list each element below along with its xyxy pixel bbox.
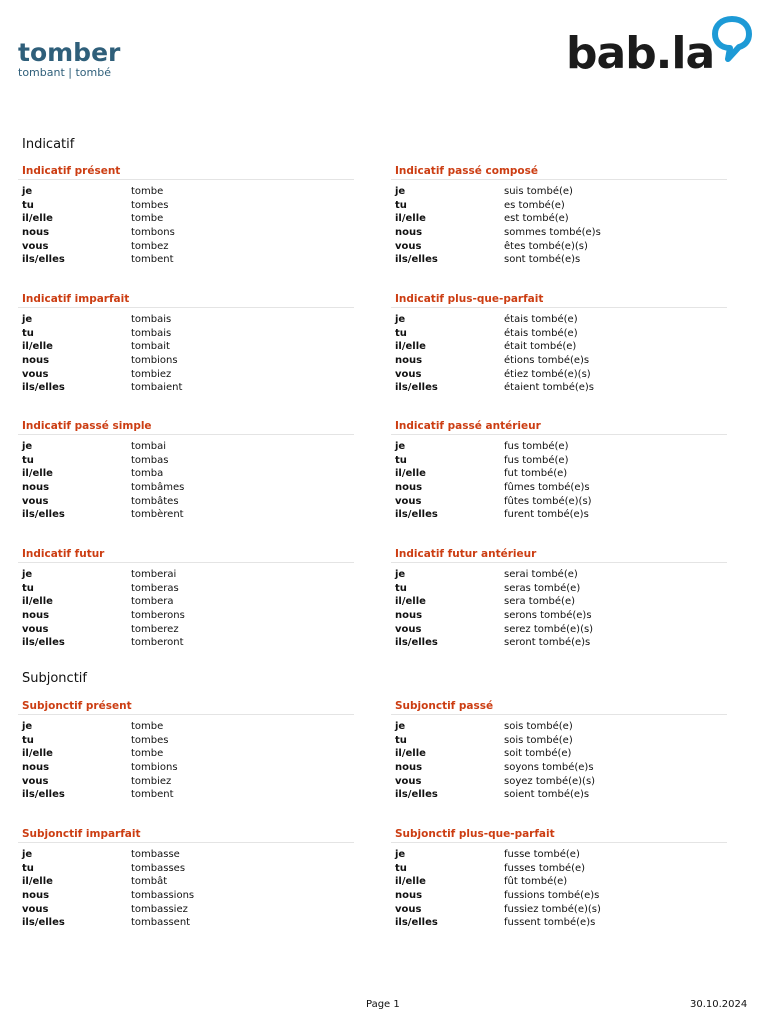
conjugation-row [395, 775, 727, 789]
pronoun: ils/elles [22, 637, 65, 649]
pronoun: nous [395, 610, 423, 622]
conjugation-row [22, 848, 354, 862]
conjugation-list [18, 435, 354, 522]
conjugation-row [395, 340, 727, 354]
pronoun: tu [395, 862, 407, 874]
pronoun: vous [395, 775, 422, 787]
verb-form: serai tombé(e) [504, 569, 578, 580]
pronoun: ils/elles [395, 509, 438, 521]
conjugation-row [22, 623, 354, 637]
pronoun: il/elle [22, 876, 53, 888]
tense-title: Indicatif présent [18, 163, 354, 180]
conjugation-list [18, 715, 354, 802]
conjugation-row [22, 481, 354, 495]
pronoun: je [395, 441, 406, 452]
conjugation-row [395, 734, 727, 748]
verb-form: tombera [131, 596, 174, 608]
verb-form: tomberont [131, 637, 184, 649]
verb-form: sont tombé(e)s [504, 254, 581, 266]
verb-form: tomberez [131, 623, 179, 635]
pronoun: ils/elles [22, 509, 65, 521]
verb-form: sera tombé(e) [504, 596, 576, 608]
conjugation-row [395, 467, 727, 481]
pronoun: il/elle [22, 596, 53, 608]
pronoun: je [22, 186, 33, 197]
verb-form: fusse tombé(e) [504, 849, 580, 860]
conjugation-row [395, 862, 727, 876]
conjugation-row [22, 875, 354, 889]
page-number: Page 1 [366, 999, 400, 1010]
verb-form: êtes tombé(e)(s) [504, 240, 588, 252]
pronoun: nous [22, 610, 50, 622]
verb-form: tombâtes [131, 495, 179, 507]
pronoun: je [22, 721, 33, 732]
verb-title: tomber [18, 38, 121, 67]
conjugation-row [22, 747, 354, 761]
verb-form: tombassent [131, 917, 191, 929]
verb-form: tombai [131, 441, 167, 452]
tense-title: Indicatif plus-que-parfait [391, 291, 727, 308]
conjugation-row [395, 454, 727, 468]
pronoun: je [395, 569, 406, 580]
conjugation-list [18, 843, 354, 930]
pronoun: nous [22, 227, 50, 239]
speech-bubble-icon [712, 16, 752, 62]
verb-form: étais tombé(e) [504, 327, 578, 339]
verb-form: tombent [131, 789, 174, 801]
conjugation-row [395, 368, 727, 382]
pronoun: tu [395, 199, 407, 211]
verb-form: soyons tombé(e)s [504, 762, 594, 774]
verb-form: tombiez [131, 368, 172, 380]
pronoun: nous [395, 762, 423, 774]
tense-title: Indicatif imparfait [18, 291, 354, 308]
pronoun: tu [395, 582, 407, 594]
conjugation-row [22, 212, 354, 226]
pronoun: vous [22, 368, 49, 380]
pronoun: tu [395, 327, 407, 339]
conjugation-row [22, 568, 354, 582]
conjugation-row [395, 381, 727, 395]
mood-title: Indicatif [22, 137, 75, 152]
verb-form: serons tombé(e)s [504, 610, 592, 622]
tense-block [391, 546, 727, 650]
tense-title: Indicatif futur [18, 546, 354, 563]
pronoun: je [395, 849, 406, 860]
tense-block [391, 698, 727, 802]
mood-title: Subjonctif [22, 671, 87, 686]
verb-form: tombez [131, 240, 169, 252]
conjugation-row [22, 340, 354, 354]
verb-form: tombes [131, 199, 169, 211]
conjugation-row [395, 313, 727, 327]
conjugation-row [395, 327, 727, 341]
verb-form: furent tombé(e)s [504, 509, 589, 521]
verb-form: tombe [131, 748, 164, 760]
conjugation-row [395, 916, 727, 930]
verb-form: soit tombé(e) [504, 748, 572, 760]
verb-form: tombassiez [131, 903, 188, 915]
verb-form: tombes [131, 734, 169, 746]
conjugation-list [391, 843, 727, 930]
tense-block [18, 291, 354, 395]
conjugation-row [395, 440, 727, 454]
conjugation-row [395, 481, 727, 495]
conjugation-list [391, 180, 727, 267]
conjugation-row [22, 354, 354, 368]
pronoun: ils/elles [395, 382, 438, 394]
conjugation-row [395, 354, 727, 368]
conjugation-row [395, 720, 727, 734]
pronoun: vous [395, 495, 422, 507]
pronoun: il/elle [22, 468, 53, 480]
tense-block [18, 418, 354, 522]
verb-form: étions tombé(e)s [504, 355, 590, 367]
conjugation-row [395, 889, 727, 903]
conjugation-row [22, 454, 354, 468]
pronoun: nous [395, 890, 423, 902]
tense-block [18, 546, 354, 650]
pronoun: ils/elles [22, 917, 65, 929]
tense-title: Subjonctif imparfait [18, 826, 354, 843]
verb-form: fussions tombé(e)s [504, 890, 600, 902]
conjugation-row [22, 595, 354, 609]
tense-block [18, 163, 354, 267]
tense-block [391, 163, 727, 267]
pronoun: ils/elles [395, 254, 438, 266]
conjugation-row [395, 609, 727, 623]
conjugation-row [22, 226, 354, 240]
verb-form: tombions [131, 762, 178, 774]
verb-form: fûtes tombé(e)(s) [504, 495, 592, 507]
pronoun: il/elle [22, 213, 53, 225]
pronoun: je [22, 849, 33, 860]
conjugation-row [395, 226, 727, 240]
verb-form: tombe [131, 721, 164, 732]
verb-form: tombâmes [131, 482, 185, 494]
conjugation-row [395, 582, 727, 596]
pronoun: il/elle [395, 748, 426, 760]
pronoun: ils/elles [395, 637, 438, 649]
conjugation-row [22, 381, 354, 395]
conjugation-row [22, 253, 354, 267]
conjugation-row [22, 467, 354, 481]
tense-title: Subjonctif plus-que-parfait [391, 826, 727, 843]
pronoun: vous [22, 495, 49, 507]
verb-form: sois tombé(e) [504, 734, 573, 746]
verb-form: fussiez tombé(e)(s) [504, 903, 601, 915]
verb-form: soient tombé(e)s [504, 789, 590, 801]
verb-form: sommes tombé(e)s [504, 227, 601, 239]
pronoun: vous [395, 623, 422, 635]
verb-form: tombèrent [131, 509, 184, 521]
verb-form: tombent [131, 254, 174, 266]
conjugation-row [22, 495, 354, 509]
conjugation-row [395, 253, 727, 267]
conjugation-row [22, 582, 354, 596]
verb-form: est tombé(e) [504, 213, 569, 225]
pronoun: tu [395, 734, 407, 746]
conjugation-list [18, 563, 354, 650]
pronoun: nous [22, 355, 50, 367]
pronoun: vous [22, 775, 49, 787]
conjugation-list [18, 308, 354, 395]
verb-form: tombais [131, 314, 172, 325]
pronoun: vous [395, 240, 422, 252]
conjugation-row [395, 240, 727, 254]
conjugation-row [395, 185, 727, 199]
conjugation-row [22, 862, 354, 876]
pronoun: il/elle [395, 596, 426, 608]
tense-block [391, 826, 727, 930]
pronoun: il/elle [395, 468, 426, 480]
verb-form: fût tombé(e) [504, 876, 568, 888]
verb-form: étiez tombé(e)(s) [504, 368, 591, 380]
pronoun: il/elle [395, 341, 426, 353]
conjugation-list [391, 563, 727, 650]
verb-form: étais tombé(e) [504, 314, 578, 325]
conjugation-row [22, 240, 354, 254]
conjugation-list [391, 435, 727, 522]
pronoun: nous [22, 482, 50, 494]
conjugation-row [395, 903, 727, 917]
conjugation-row [22, 788, 354, 802]
verb-form: fusses tombé(e) [504, 862, 586, 874]
pronoun: vous [22, 240, 49, 252]
conjugation-row [395, 747, 727, 761]
pronoun: nous [395, 482, 423, 494]
verb-form: tomba [131, 468, 164, 480]
pronoun: tu [22, 327, 34, 339]
conjugation-row [395, 875, 727, 889]
verb-form: étaient tombé(e)s [504, 382, 595, 394]
pronoun: je [22, 569, 33, 580]
conjugation-row [22, 609, 354, 623]
pronoun: tu [22, 199, 34, 211]
conjugation-row [395, 848, 727, 862]
verb-form: tomberas [131, 582, 179, 594]
pronoun: ils/elles [395, 917, 438, 929]
pronoun: ils/elles [22, 789, 65, 801]
conjugation-list [391, 308, 727, 395]
verb-form: tombait [131, 341, 170, 353]
pronoun: vous [395, 368, 422, 380]
verb-form: tombe [131, 213, 164, 225]
conjugation-row [395, 212, 727, 226]
conjugation-row [395, 595, 727, 609]
pronoun: tu [22, 734, 34, 746]
tense-block [391, 291, 727, 395]
tense-title: Indicatif futur antérieur [391, 546, 727, 563]
conjugation-row [395, 568, 727, 582]
verb-form: seront tombé(e)s [504, 637, 591, 649]
verb-form: fus tombé(e) [504, 454, 569, 466]
conjugation-row [22, 440, 354, 454]
verb-form: fûmes tombé(e)s [504, 482, 590, 494]
pronoun: il/elle [395, 213, 426, 225]
tense-title: Indicatif passé simple [18, 418, 354, 435]
verb-form: tombiez [131, 775, 172, 787]
pronoun: nous [22, 762, 50, 774]
verb-form: fus tombé(e) [504, 441, 569, 452]
pronoun: ils/elles [22, 254, 65, 266]
verb-form: tombassions [131, 890, 195, 902]
pronoun: il/elle [22, 341, 53, 353]
conjugation-row [22, 185, 354, 199]
tense-block [18, 826, 354, 930]
pronoun: tu [22, 862, 34, 874]
verb-form: tombas [131, 454, 169, 466]
conjugation-row [395, 508, 727, 522]
verb-form: tombons [131, 227, 175, 239]
verb-form: sois tombé(e) [504, 721, 573, 732]
conjugation-row [395, 495, 727, 509]
tense-title: Indicatif passé antérieur [391, 418, 727, 435]
verb-form: fussent tombé(e)s [504, 917, 596, 929]
conjugation-row [22, 636, 354, 650]
tense-title: Subjonctif passé [391, 698, 727, 715]
pronoun: tu [395, 454, 407, 466]
verb-form: serez tombé(e)(s) [504, 623, 594, 635]
conjugation-row [395, 761, 727, 775]
conjugation-row [22, 734, 354, 748]
brand-logo-text: bab.la [566, 28, 715, 79]
verb-form: tombais [131, 327, 172, 339]
tense-block [18, 698, 354, 802]
conjugation-row [22, 903, 354, 917]
verb-form: était tombé(e) [504, 341, 577, 353]
conjugation-row [22, 508, 354, 522]
conjugation-row [22, 889, 354, 903]
conjugation-row [22, 327, 354, 341]
conjugation-row [395, 199, 727, 213]
verb-form: tombions [131, 355, 178, 367]
verb-form: seras tombé(e) [504, 582, 581, 594]
verb-participles: tombant | tombé [18, 66, 111, 79]
verb-form: soyez tombé(e)(s) [504, 775, 596, 787]
pronoun: je [395, 721, 406, 732]
conjugation-row [395, 636, 727, 650]
tense-block [391, 418, 727, 522]
pronoun: nous [22, 890, 50, 902]
pronoun: vous [395, 903, 422, 915]
pronoun: tu [22, 582, 34, 594]
conjugation-row [22, 761, 354, 775]
verb-form: es tombé(e) [504, 199, 565, 211]
verb-form: fut tombé(e) [504, 468, 568, 480]
verb-form: tomberons [131, 610, 185, 622]
pronoun: ils/elles [22, 382, 65, 394]
conjugation-row [22, 916, 354, 930]
pronoun: vous [22, 903, 49, 915]
verb-form: tomberai [131, 569, 177, 580]
conjugation-row [395, 788, 727, 802]
verb-form: tombaient [131, 382, 183, 394]
tense-title: Indicatif passé composé [391, 163, 727, 180]
pronoun: je [22, 441, 33, 452]
conjugation-row [395, 623, 727, 637]
tense-title: Subjonctif présent [18, 698, 354, 715]
conjugation-list [18, 180, 354, 267]
conjugation-row [22, 720, 354, 734]
verb-form: tombasses [131, 862, 186, 874]
pronoun: nous [395, 227, 423, 239]
brand-logo [566, 16, 756, 82]
pronoun: ils/elles [395, 789, 438, 801]
pronoun: il/elle [22, 748, 53, 760]
verb-form: tombe [131, 186, 164, 197]
pronoun: je [395, 186, 406, 197]
conjugation-row [22, 368, 354, 382]
conjugation-list [391, 715, 727, 802]
conjugation-row [22, 199, 354, 213]
pronoun: je [22, 314, 33, 325]
conjugation-row [22, 313, 354, 327]
pronoun: je [395, 314, 406, 325]
conjugation-row [22, 775, 354, 789]
verb-form: tombasse [131, 849, 180, 860]
pronoun: tu [22, 454, 34, 466]
pronoun: nous [395, 355, 423, 367]
pronoun: il/elle [395, 876, 426, 888]
print-date: 30.10.2024 [690, 999, 748, 1010]
pronoun: vous [22, 623, 49, 635]
verb-form: tombât [131, 876, 168, 888]
verb-form: suis tombé(e) [504, 186, 573, 197]
